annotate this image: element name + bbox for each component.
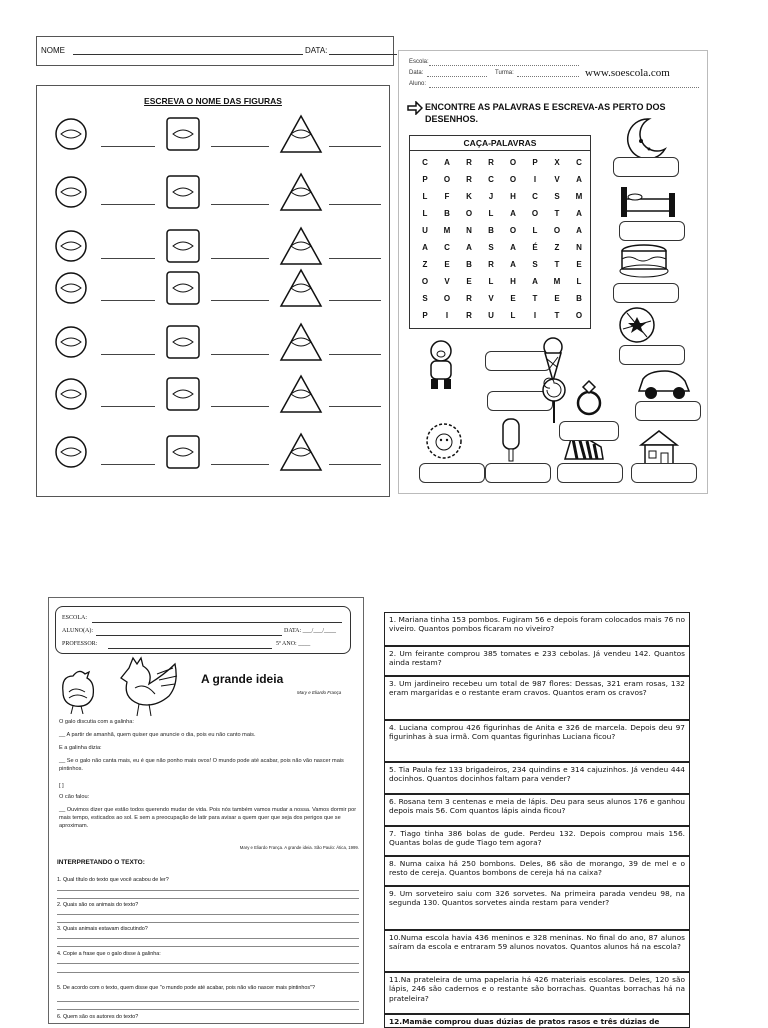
window-icon	[157, 170, 209, 214]
grid-letter[interactable]: A	[510, 243, 516, 252]
grid-letter[interactable]: O	[531, 209, 539, 218]
write-line[interactable]	[329, 406, 381, 407]
write-line[interactable]	[101, 354, 155, 355]
grid-letter[interactable]: I	[445, 311, 449, 320]
grid-letter[interactable]: H	[510, 192, 516, 201]
hen-icon	[55, 662, 99, 714]
answer-box[interactable]	[619, 221, 685, 241]
bed-icon	[617, 181, 679, 221]
grid-letter[interactable]: B	[576, 294, 582, 303]
figures-worksheet	[36, 85, 390, 497]
grid-letter[interactable]: E	[554, 294, 560, 303]
house-icon	[637, 427, 681, 467]
pig-icon	[421, 337, 461, 393]
grid-letter[interactable]: L	[422, 192, 428, 201]
question: 2. Quais são os animais do texto?	[57, 902, 139, 908]
question: 6. Quem são os autores do texto?	[57, 1014, 139, 1020]
grid-letter[interactable]: O	[443, 175, 451, 184]
grid-letter[interactable]: E	[444, 260, 450, 269]
candy-icon	[275, 430, 327, 474]
question: 1. Qual título do texto que você acabou de ler?	[57, 877, 169, 883]
pear-icon	[157, 112, 209, 156]
grid-letter[interactable]: A	[576, 175, 582, 184]
professor-line	[108, 648, 272, 649]
grid-letter[interactable]: C	[532, 192, 538, 201]
professor-label: PROFESSOR:	[62, 641, 98, 647]
problem-6: 6. Rosana tem 3 centenas e meia de lápis. Deu para seus alunos 176 e ganhou depois mais 56. Com quantos lápis ainda ficou?	[384, 794, 690, 826]
cake-icon	[619, 241, 669, 281]
grid-letter[interactable]: C	[488, 175, 494, 184]
escola-label: Escola:	[409, 59, 429, 65]
grid-letter[interactable]: N	[576, 243, 582, 252]
grid-letter[interactable]: A	[510, 260, 516, 269]
write-line[interactable]	[329, 258, 381, 259]
grid-letter[interactable]: L	[488, 277, 494, 286]
moose-icon	[157, 320, 209, 364]
grid-letter[interactable]: U	[422, 226, 428, 235]
grid-letter[interactable]: L	[488, 209, 494, 218]
instruction: ENCONTRE AS PALAVRAS E ESCREVA-AS PERTO DOS DESENHOS.	[425, 102, 666, 124]
ring-icon	[569, 377, 609, 417]
answer-line[interactable]	[57, 922, 359, 923]
grid-divider	[410, 150, 590, 151]
story-line: O galo discutia com a galinha:	[59, 719, 134, 725]
suitcase-icon	[45, 170, 97, 214]
grid-letter[interactable]: O	[465, 209, 473, 218]
answer-line[interactable]	[57, 963, 359, 964]
grid-letter[interactable]: R	[466, 158, 472, 167]
grid-letter[interactable]: V	[554, 175, 560, 184]
word-search-grid	[409, 135, 591, 329]
write-line[interactable]	[329, 300, 381, 301]
grid-letter[interactable]: S	[554, 192, 560, 201]
write-line[interactable]	[329, 464, 381, 465]
arrow-icon	[407, 101, 423, 115]
grid-letter[interactable]: E	[510, 294, 516, 303]
grid-letter[interactable]: L	[576, 277, 582, 286]
answer-box[interactable]	[559, 421, 619, 441]
write-line[interactable]	[101, 464, 155, 465]
story-line: __ A partir de amanhã, quem quiser que anuncie o dia, pois eu não canto mais.	[59, 732, 256, 738]
reading-worksheet	[48, 597, 364, 1024]
answer-line[interactable]	[57, 914, 359, 915]
grid-letter[interactable]: C	[576, 158, 582, 167]
grid-letter[interactable]: O	[509, 226, 517, 235]
grid-letter[interactable]: M	[575, 192, 583, 201]
write-line[interactable]	[329, 204, 381, 205]
grid-letter[interactable]: O	[443, 294, 451, 303]
ball-icon	[617, 305, 657, 345]
aluno-label: ALUNO(A):	[62, 628, 93, 634]
answer-line[interactable]	[57, 1009, 359, 1010]
nome-label: NOME	[41, 46, 65, 55]
grid-letter[interactable]: A	[422, 243, 428, 252]
problem-5: 5. Tia Paula fez 133 brigadeiros, 234 quindins e 314 cajuzinhos. Já vendeu 444 docinhos. Quantos docinhos faltam para vender?	[384, 762, 690, 794]
grid-letter[interactable]: S	[532, 260, 538, 269]
problem-8: 8. Numa caixa há 250 bombons. Deles, 86 são de morango, 39 de mel e o resto de cereja. Quantos bombons de cereja há na caixa?	[384, 856, 690, 886]
escola-line	[429, 65, 579, 66]
grid-letter[interactable]: Z	[422, 260, 428, 269]
answer-line[interactable]	[57, 972, 359, 973]
write-line[interactable]	[329, 354, 381, 355]
grid-letter[interactable]: O	[509, 158, 517, 167]
grid-title: CAÇA-PALAVRAS	[463, 138, 537, 148]
problem-7: 7. Tiago tinha 386 bolas de gude. Perdeu 132. Depois comprou mais 156. Quantas bolas de gude Tiago tem agora?	[384, 826, 690, 856]
escola-label: ESCOLA:	[62, 615, 88, 621]
king-icon	[275, 320, 327, 364]
grid-letter[interactable]: M	[443, 226, 451, 235]
grid-letter[interactable]: L	[532, 226, 538, 235]
grid-letter[interactable]: J	[488, 192, 494, 201]
grid-letter[interactable]: A	[532, 277, 538, 286]
grid-letter[interactable]: A	[510, 209, 516, 218]
finger-icon	[275, 266, 327, 310]
grid-letter[interactable]: B	[466, 260, 472, 269]
write-line[interactable]	[101, 258, 155, 259]
grapes-icon	[45, 372, 97, 416]
worksheet-title: ESCREVA O NOME DAS FIGURAS	[144, 96, 282, 106]
answer-line[interactable]	[57, 890, 359, 891]
aluno-line	[96, 635, 282, 636]
moon-icon	[619, 115, 669, 159]
yarn-ball-icon	[275, 112, 327, 156]
grid-letter[interactable]: O	[509, 175, 517, 184]
grid-letter[interactable]: E	[466, 277, 472, 286]
answer-box[interactable]	[557, 463, 623, 483]
sheep-icon	[421, 421, 467, 465]
story-line: E a galinha dizia:	[59, 745, 102, 751]
grid-letter[interactable]: T	[554, 260, 560, 269]
grid-letter[interactable]: V	[444, 277, 450, 286]
grid-letter[interactable]: R	[466, 175, 472, 184]
grid-letter[interactable]: B	[488, 226, 494, 235]
grid-letter[interactable]: M	[553, 277, 561, 286]
problem-1: 1. Mariana tinha 153 pombos. Fugiram 56 e depois foram colocados mais 76 no viveiro. Quantos pombos ficaram no viveiro?	[384, 612, 690, 646]
grid-letter[interactable]: S	[488, 243, 494, 252]
table-icon	[157, 430, 209, 474]
grid-letter[interactable]: A	[576, 226, 582, 235]
answer-box[interactable]	[613, 157, 679, 177]
answer-box[interactable]	[631, 463, 697, 483]
write-line[interactable]	[211, 464, 269, 465]
answer-box[interactable]	[419, 463, 485, 483]
story-title: A grande ideia	[201, 672, 284, 686]
grid-letter[interactable]: K	[466, 192, 472, 201]
car-icon	[635, 367, 693, 401]
write-line[interactable]	[211, 300, 269, 301]
grid-letter[interactable]: X	[554, 158, 560, 167]
write-line[interactable]	[101, 406, 155, 407]
write-line[interactable]	[211, 406, 269, 407]
problem-12: 12.Mamãe comprou duas dúzias de pratos rasos e três dúzias de	[384, 1014, 690, 1028]
grid-letter[interactable]: T	[554, 209, 560, 218]
grid-letter[interactable]: T	[554, 311, 560, 320]
ano-label: 5º ANO: ____	[276, 641, 311, 647]
student-header	[55, 606, 351, 654]
grid-letter[interactable]: A	[576, 209, 582, 218]
turma-label: Turma:	[495, 70, 514, 76]
name-date-header	[36, 36, 394, 66]
grid-letter[interactable]: H	[510, 277, 516, 286]
candle-icon	[275, 372, 327, 416]
grid-letter[interactable]: C	[444, 243, 450, 252]
answer-line[interactable]	[57, 946, 359, 947]
problem-9: 9. Um sorveteiro saiu com 326 sorvetes. Na primeira parada vendeu 98, na segunda 130. Quantos sorvetes ainda restam para vender?	[384, 886, 690, 930]
problem-3: 3. Um jardineiro recebeu um total de 987 flores: Dessas, 321 eram rosas, 132 eram margaridas e o restante eram cravos. Quantos eram os cravos?	[384, 676, 690, 720]
grid-letter[interactable]: R	[488, 158, 494, 167]
site-url: www.soescola.com	[585, 67, 670, 79]
shoe-icon	[157, 224, 209, 268]
write-line[interactable]	[211, 204, 269, 205]
write-line[interactable]	[211, 146, 269, 147]
nome-line	[73, 54, 303, 55]
problem-4: 4. Luciana comprou 426 figurinhas de Anita e 326 de marcela. Depois deu 97 figurinhas à sua irmã. Com quantas figurinhas Luciana ficou?	[384, 720, 690, 762]
rooster-icon	[109, 654, 181, 718]
grid-letter[interactable]: F	[444, 192, 450, 201]
write-line[interactable]	[211, 354, 269, 355]
grid-letter[interactable]: P	[422, 311, 428, 320]
problem-2: 2. Um feirante comprou 385 tomates e 233 cebolas. Já vendeu 142. Quantos ainda restam?	[384, 646, 690, 676]
story-author: Mary e Eliardo França	[297, 690, 342, 695]
grid-letter[interactable]: R	[466, 294, 472, 303]
write-line[interactable]	[101, 300, 155, 301]
gnome-icon	[275, 224, 327, 268]
answer-line[interactable]	[57, 1001, 359, 1002]
grid-letter[interactable]: I	[533, 175, 537, 184]
data-label: DATA:	[305, 46, 328, 55]
turma-line	[517, 76, 579, 77]
aluno-line	[429, 87, 699, 88]
giraffe-icon	[45, 266, 97, 310]
problem-10: 10.Numa escola havia 436 meninos e 328 meninas. No final do ano, 87 alunos saíram da escola e entraram 59 alunos novatos. Quantos alunos há na escola?	[384, 930, 690, 972]
grid-letter[interactable]: L	[510, 311, 516, 320]
grid-letter[interactable]: T	[532, 294, 538, 303]
escola-line	[92, 622, 342, 623]
answer-box[interactable]	[635, 401, 701, 421]
write-line[interactable]	[101, 204, 155, 205]
math-problems	[384, 612, 690, 1024]
answer-box[interactable]	[613, 283, 679, 303]
data-label: Data:	[409, 70, 424, 76]
pineapple-icon	[157, 266, 209, 310]
grid-letter[interactable]: U	[488, 311, 494, 320]
answer-box[interactable]	[485, 463, 551, 483]
grid-letter[interactable]: O	[553, 226, 561, 235]
write-line[interactable]	[211, 258, 269, 259]
story-line: __ Ouvimos dizer que estão todos querendo mudar de vida. Pois nós também vamos mudar a nossa. Vamos dormir por mais tempo, esticados ao sol. E sem a preocupação de latir para avisar a quem quer que seja dos perigos que se aproximam.	[59, 807, 357, 829]
toucan-icon	[45, 112, 97, 156]
word-search-worksheet	[398, 50, 708, 494]
grid-letter[interactable]: O	[421, 277, 429, 286]
grid-letter[interactable]: P	[422, 175, 428, 184]
grid-letter[interactable]: O	[575, 311, 583, 320]
grid-letter[interactable]: E	[576, 260, 582, 269]
grid-letter[interactable]: I	[533, 311, 537, 320]
grid-letter[interactable]: V	[488, 294, 494, 303]
answer-box[interactable]	[619, 345, 685, 365]
story-line: __ Se o galo não canta mais, eu é que não ponho mais ovos! O mundo pode até acabar, pois não vão nascer mais pintinhos.	[59, 758, 344, 772]
grid-letter[interactable]: C	[422, 158, 428, 167]
grid-letter[interactable]: Z	[554, 243, 560, 252]
turkey-icon	[45, 430, 97, 474]
question: 4. Copie a frase que o galo disse à galinha:	[57, 951, 161, 957]
data-line	[427, 76, 487, 77]
grid-letter[interactable]: L	[422, 209, 428, 218]
section-heading: INTERPRETANDO O TEXTO:	[57, 859, 145, 866]
house-icon	[275, 170, 327, 214]
answer-line[interactable]	[57, 898, 359, 899]
grid-letter[interactable]: R	[466, 311, 472, 320]
grid-letter[interactable]: S	[422, 294, 428, 303]
grid-letter[interactable]: A	[444, 158, 450, 167]
story-line: O cão falou:	[59, 794, 90, 800]
grid-letter[interactable]: N	[466, 226, 472, 235]
aluno-label: Aluno:	[409, 81, 427, 87]
write-line[interactable]	[101, 146, 155, 147]
question: 3. Quais animais estavam discutindo?	[57, 926, 148, 932]
popsicle-icon	[497, 417, 525, 463]
grid-letter[interactable]: B	[444, 209, 450, 218]
cap-icon	[45, 224, 97, 268]
lollipop-icon	[539, 377, 569, 425]
grid-letter[interactable]: R	[488, 260, 494, 269]
write-line[interactable]	[329, 146, 381, 147]
question: 5. De acordo com o texto, quem disse que "o mundo pode até acabar, pois não vão nascer mais pintinhos"?	[57, 985, 315, 991]
story-source: Mary e Eliardo França. A grande ideia. São Paulo: Ática, 1999.	[239, 845, 359, 850]
moon-icon	[157, 372, 209, 416]
grid-letter[interactable]: P	[532, 158, 538, 167]
grid-letter[interactable]: A	[466, 243, 472, 252]
story-line: [ ]	[59, 783, 64, 789]
data-label: DATA: ___/___/____	[284, 628, 337, 634]
problem-11: 11.Na prateleira de uma papelaria há 426 materiais escolares. Deles, 120 são lápis, 246 são cadernos e o restante são borrachas. Quantas borrachas há na prateleira?	[384, 972, 690, 1014]
island-icon	[45, 320, 97, 364]
grid-letter[interactable]: É	[532, 243, 538, 252]
data-line	[329, 54, 397, 55]
answer-line[interactable]	[57, 938, 359, 939]
